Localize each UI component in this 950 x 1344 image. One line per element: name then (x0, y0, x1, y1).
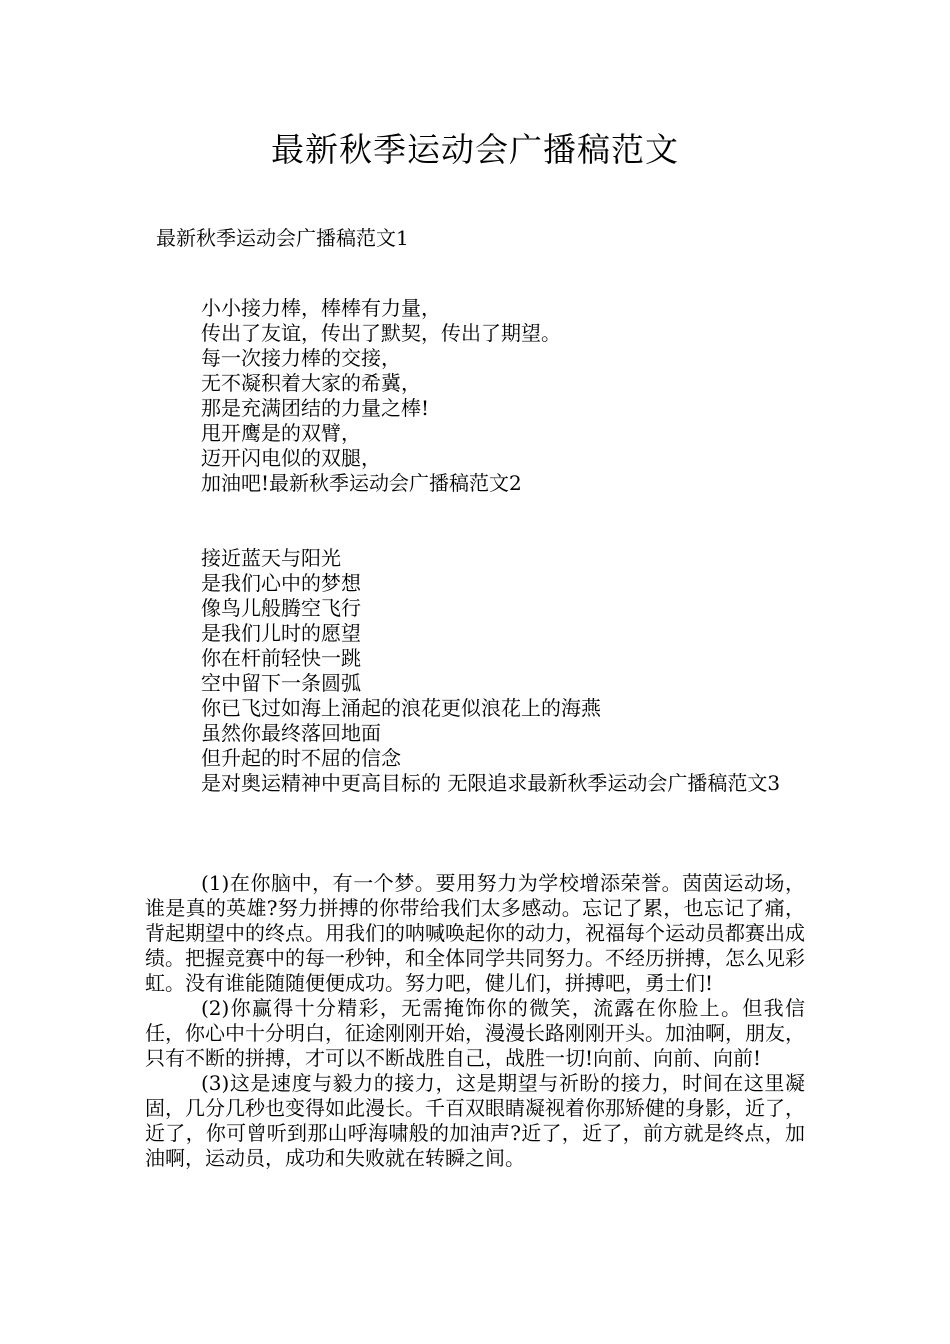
body-paragraph: (2)你赢得十分精彩，无需掩饰你的微笑，流露在你脸上。但我信任，你心中十分明白，征途刚刚开始，漫漫长路刚刚开头。加油啊，朋友，只有不断的拼搏，才可以不断战胜自己，战胜一切!向前、向前、向前! (145, 996, 805, 1070)
poem-line: 你已飞过如海上涌起的浪花更似浪花上的海燕 (201, 696, 601, 720)
body-paragraph: (1)在你脑中，有一个梦。要用努力为学校增添荣誉。茵茵运动场，谁是真的英雄?努力拼搏的你带给我们太多感动。忘记了累，也忘记了痛，背起期望中的终点。用我们的呐喊唤起你的动力，祝福每个运动员都赛出成绩。把握竞赛中的每一秒钟，和全体同学共同努力。不经历拼搏，怎么见彩虹。没有谁能随随便便成功。努力吧，健儿们，拼搏吧，勇士们! (145, 871, 805, 995)
poem-line: 小小接力棒，棒棒有力量， (201, 296, 441, 320)
poem-line: 你在杆前轻快一跳 (201, 646, 361, 670)
poem-line: 甩开鹰是的双臂， (201, 421, 361, 445)
section-heading-1: 最新秋季运动会广播稿范文1 (156, 226, 409, 250)
body-paragraph: (3)这是速度与毅力的接力，这是期望与祈盼的接力，时间在这里凝固，几分几秒也变得如此漫长。千百双眼睛凝视着你那矫健的身影，近了，近了，你可曾听到那山呼海啸般的加油声?近了，近了，前方就是终点，加油啊，运动员，成功和失败就在转瞬之间。 (145, 1071, 805, 1170)
poem-high-jump (201, 546, 601, 771)
poem-line: 是我们儿时的愿望 (201, 621, 361, 645)
section-3-body (145, 871, 805, 1171)
poem-line: 每一次接力棒的交接， (201, 346, 401, 370)
poem-line: 是我们心中的梦想 (201, 571, 361, 595)
poem-line: 接近蓝天与阳光 (201, 546, 341, 570)
poem-line: 无不凝积着大家的希冀， (201, 371, 421, 395)
poem-line: 像鸟儿般腾空飞行 (201, 596, 361, 620)
poem-line: 空中留下一条圆弧 (201, 671, 361, 695)
poem-line: 迈开闪电似的双腿， (201, 446, 381, 470)
poem-relay (201, 296, 561, 496)
poem-line: 那是充满团结的力量之棒! (201, 396, 430, 420)
poem-line: 加油吧!最新秋季运动会广播稿范文2 (201, 471, 522, 495)
poem-line: 传出了友谊，传出了默契，传出了期望。 (201, 321, 561, 345)
document-title: 最新秋季运动会广播稿范文 (271, 130, 679, 169)
poem-line: 但升起的时不屈的信念 (201, 746, 401, 770)
poem-closing-paragraph: 是对奥运精神中更高目标的 无限追求最新秋季运动会广播稿范文3 (201, 771, 781, 795)
poem-line: 虽然你最终落回地面 (201, 721, 381, 745)
